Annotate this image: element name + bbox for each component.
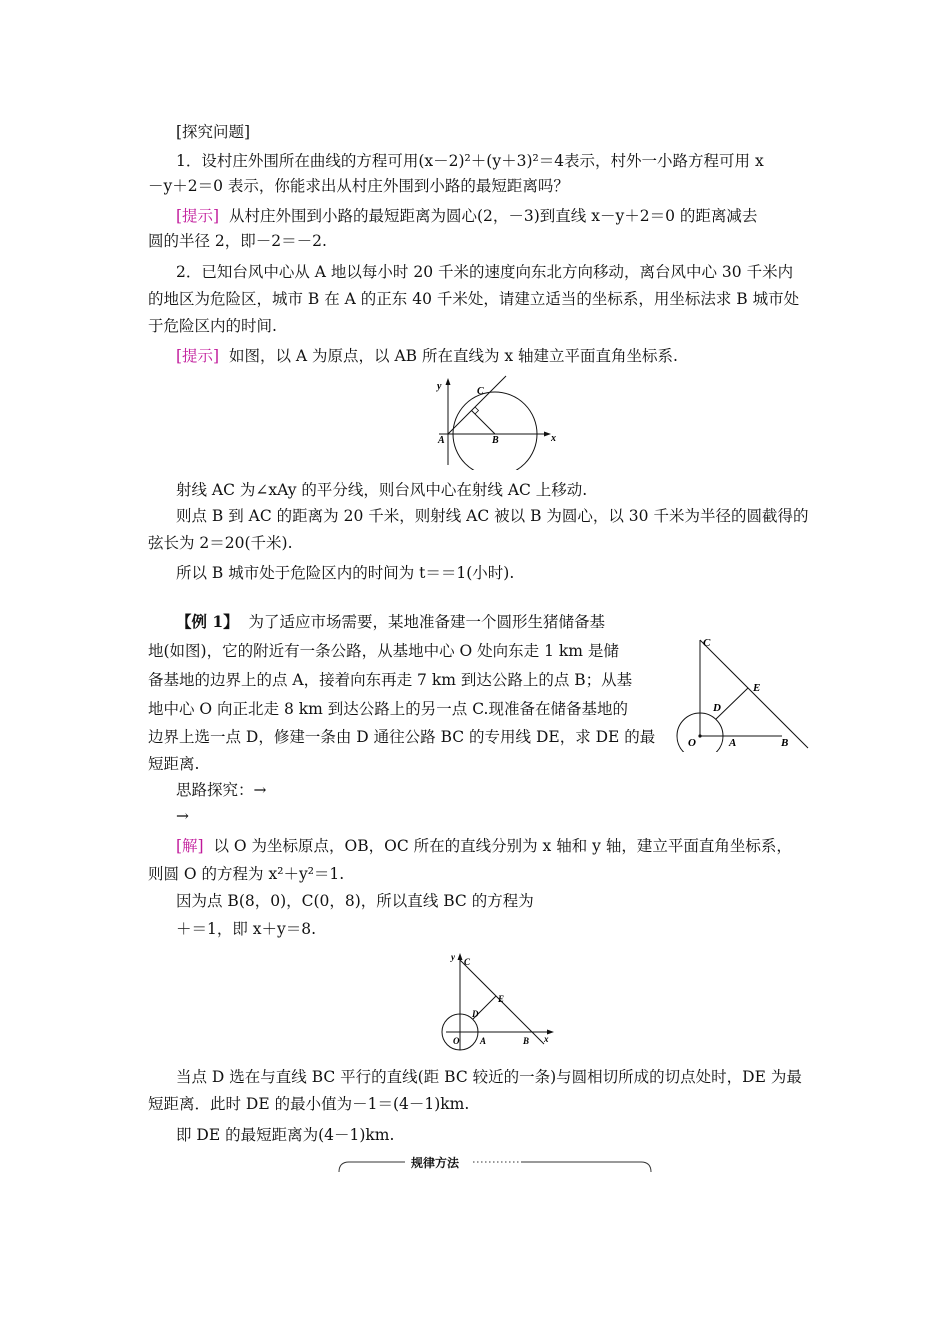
- x-axis-arrow: [544, 432, 551, 437]
- fig3-label-e: E: [498, 994, 505, 1004]
- q2-hint-tag: [提示]: [176, 347, 220, 365]
- example-line2: 地(如图)，它的附近有一条公路，从基地中心 O 处向东走 1 km 是储: [148, 642, 619, 660]
- q2-line1: 2．已知台风中心从 A 地以每小时 20 千米的速度向东北方向移动，离台风中心 30 千米内: [176, 263, 794, 281]
- banner-left-curve: [339, 1162, 407, 1172]
- fig3-label-y: y: [451, 952, 455, 962]
- fig1-label-y: y: [437, 381, 442, 392]
- solution-line3: 因为点 B(8，0)，C(0，8)，所以直线 BC 的方程为: [176, 892, 534, 910]
- example-label: 【例 1】: [176, 612, 239, 631]
- q1-hint-tag: [提示]: [176, 207, 220, 225]
- example-line3: 备基地的边界上的点 A，接着向东再走 7 km 到达公路上的点 B；从基: [148, 671, 633, 689]
- base-figure: [672, 630, 814, 752]
- fig3-label-o: O: [453, 1036, 460, 1046]
- solution-line1: [176, 836, 792, 856]
- q2-after1: 射线 AC 为∠xAy 的平分线，则台风中心在射线 AC 上移动.: [176, 481, 588, 499]
- solution-line5: 当点 D 选在与直线 BC 平行的直线(距 BC 较近的一条)与圆相切所成的切点处时，DE 为最: [176, 1068, 802, 1086]
- right-angle-mark: [475, 407, 479, 414]
- method-banner: [335, 1152, 655, 1176]
- thinking-line: 思路探究：→: [176, 781, 267, 799]
- solution-line6: 短距离．此时 DE 的最小值为－1＝(4－1)km.: [148, 1095, 470, 1113]
- example-line1: [176, 612, 605, 632]
- fig2-label-b: B: [781, 737, 789, 749]
- fig1-label-x: x: [551, 433, 556, 444]
- section-title: [探究问题]: [176, 123, 251, 141]
- fig3-label-d: D: [472, 1009, 479, 1019]
- typhoon-figure: [425, 375, 565, 470]
- example-text1: 为了适应市场需要，某地准备建一个圆形生猪储备基: [248, 613, 606, 631]
- q2-hint-line1: [176, 346, 678, 366]
- solution-tag: [解]: [176, 837, 204, 855]
- coordinate-figure: [438, 950, 558, 1055]
- solution-line2: 则圆 O 的方程为 x²＋y²＝1.: [148, 865, 345, 883]
- fig2-label-c: C: [703, 637, 711, 649]
- center-point: [698, 734, 701, 737]
- fig3-label-c: C: [464, 957, 471, 967]
- fig1-label-b: B: [492, 435, 499, 446]
- q2-line3: 于危险区内的时间.: [148, 317, 277, 335]
- q1-hint-line1: [176, 206, 757, 226]
- thinking-arrow: →: [176, 807, 189, 825]
- q2-after4: 所以 B 城市处于危险区内的时间为 t＝＝1(小时).: [176, 564, 515, 582]
- fig1-label-c: C: [477, 386, 484, 397]
- fig2-label-o: O: [688, 737, 696, 749]
- fig2-label-e: E: [753, 682, 761, 694]
- y-axis-arrow: [446, 378, 451, 385]
- fig3-label-a: A: [480, 1036, 487, 1046]
- fig3-label-b: B: [523, 1036, 530, 1046]
- ray-ac: [448, 376, 506, 434]
- example-line5: 边界上选一点 D，修建一条由 D 通往公路 BC 的专用线 DE，求 DE 的最: [148, 728, 656, 746]
- q2-after3: 弦长为 2＝20(千米).: [148, 534, 293, 552]
- solution-line4: ＋＝1，即 x＋y＝8.: [176, 920, 317, 938]
- q2-after2: 则点 B 到 AC 的距离为 20 千米，则射线 AC 被以 B 为圆心，以 30 千米为半径的圆截得的: [176, 507, 809, 525]
- fig1-label-a: A: [438, 435, 445, 446]
- example-line4: 地中心 O 向正北走 8 km 到达公路上的另一点 C.现准备在储备基地的: [148, 700, 628, 718]
- fig3-label-x: x: [544, 1034, 549, 1044]
- fig3-y-arrow: [458, 953, 463, 960]
- solution-line7: 即 DE 的最短距离为(4－1)km.: [176, 1126, 395, 1144]
- q1-hint-text: 从村庄外围到小路的最短距离为圆心(2，－3)到直线 x－y＋2＝0 的距离减去: [228, 207, 758, 225]
- danger-circle: [453, 392, 537, 470]
- fig2-label-d: D: [713, 702, 721, 714]
- fig2-label-a: A: [729, 737, 737, 749]
- q1-line2: －y＋2＝0 表示，你能求出从村庄外围到小路的最短距离吗？: [148, 177, 569, 195]
- banner-right-curve: [521, 1162, 651, 1172]
- q2-line2: 的地区为危险区，城市 B 在 A 的正东 40 千米处，请建立适当的坐标系，用坐标法求 B 城市处: [148, 290, 800, 308]
- solution-text1: 以 O 为坐标原点，OB，OC 所在的直线分别为 x 轴和 y 轴，建立平面直角坐标系，: [213, 837, 792, 855]
- road-bc: [700, 640, 808, 748]
- q1-line1: 1．设村庄外围所在曲线的方程可用(x－2)²＋(y＋3)²＝4表示，村外一小路方程可用 x: [176, 152, 764, 170]
- q2-hint-text: 如图，以 A 为原点，以 AB 所在直线为 x 轴建立平面直角坐标系.: [228, 347, 678, 365]
- q1-hint-line2: 圆的半径 2，即－2＝－2.: [148, 232, 327, 250]
- method-label: 规律方法: [411, 1156, 460, 1170]
- example-line6: 短距离.: [148, 755, 200, 773]
